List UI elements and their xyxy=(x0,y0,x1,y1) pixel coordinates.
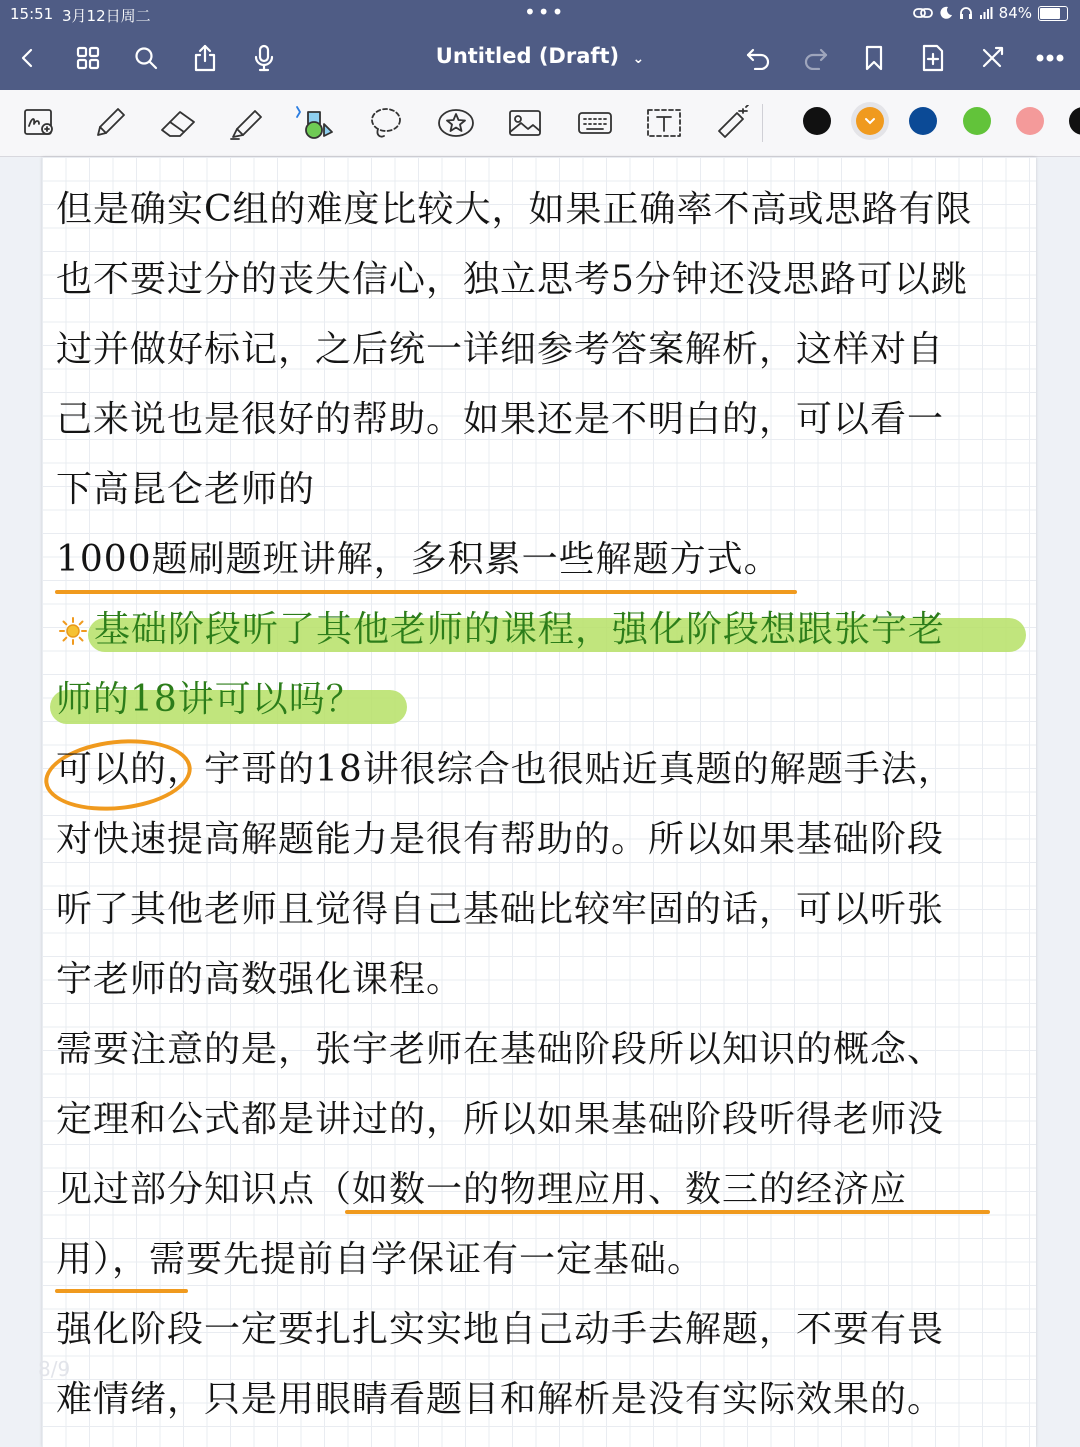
note-line: 听了其他老师且觉得自己基础比较牢固的话，可以听张 xyxy=(56,889,945,930)
status-date: 3月12日周二 xyxy=(62,7,151,25)
color-swatch-pink[interactable] xyxy=(1016,107,1044,135)
toolbar-divider xyxy=(762,104,763,142)
highlighter-tool-icon[interactable] xyxy=(224,102,268,144)
moon-icon xyxy=(939,6,953,20)
battery-icon xyxy=(1038,6,1068,21)
more-icon[interactable] xyxy=(1032,40,1068,76)
status-time: 15:51 xyxy=(10,5,54,23)
link-icon xyxy=(913,6,933,20)
battery-percent: 84% xyxy=(998,4,1032,22)
keyboard-tool-icon[interactable] xyxy=(573,102,617,144)
page-number-watermark: 8/9 xyxy=(38,1357,71,1381)
sun-icon xyxy=(58,616,88,646)
headphones-icon xyxy=(959,6,973,20)
note-line: 宇老师的高数强化课程。 xyxy=(56,959,464,1000)
note-line: 强化阶段一定要扎扎实实地自己动手去解题，不要有畏 xyxy=(56,1309,945,1350)
note-line: 过并做好标记，之后统一详细参考答案解析，这样对自 xyxy=(56,329,945,370)
note-line: 下高昆仑老师的 xyxy=(56,469,316,510)
eraser-tool-icon[interactable] xyxy=(156,102,200,144)
note-line: 定理和公式都是讲过的，所以如果基础阶段听得老师没 xyxy=(56,1099,945,1140)
note-line: 对快速提高解题能力是很有帮助的。所以如果基础阶段 xyxy=(56,819,945,860)
color-swatch-blue[interactable] xyxy=(909,107,937,135)
orange-underline xyxy=(55,590,797,594)
text-tool-icon[interactable] xyxy=(642,102,686,144)
color-swatch-black[interactable] xyxy=(803,107,831,135)
document-title-text: Untitled (Draft) xyxy=(435,44,620,68)
note-line: 用），需要先提前自学保证有一定基础。 xyxy=(56,1239,705,1280)
bookmark-icon[interactable] xyxy=(856,40,892,76)
status-right xyxy=(913,4,1068,22)
question-line: 师的18讲可以吗？ xyxy=(56,679,363,720)
note-line: 也不要过分的丧失信心，独立思考5分钟还没思路可以跳 xyxy=(56,259,968,300)
undo-icon[interactable] xyxy=(740,40,776,76)
color-swatch-green[interactable] xyxy=(963,107,991,135)
question-line: 基础阶段听了其他老师的课程，强化阶段想跟张宇老 xyxy=(94,609,946,650)
close-pen-icon[interactable] xyxy=(974,40,1010,76)
status-bar xyxy=(0,0,1080,28)
laser-pointer-icon[interactable] xyxy=(710,102,754,144)
lasso-tool-icon[interactable] xyxy=(364,102,408,144)
note-line: 见过部分知识点（如数一的物理应用、数三的经济应 xyxy=(56,1169,908,1210)
note-line: 可以的，宇哥的18讲很综合也很贴近真题的解题手法， xyxy=(56,749,955,790)
multitasking-dots-icon[interactable]: ••• xyxy=(524,0,566,24)
image-tool-icon[interactable] xyxy=(503,102,547,144)
redo-icon[interactable] xyxy=(798,40,834,76)
sticker-tool-icon[interactable] xyxy=(434,102,478,144)
chevron-down-icon: ⌄ xyxy=(632,51,645,67)
nav-bar xyxy=(0,28,1080,90)
note-line: 己来说也是很好的帮助。如果还是不明白的，可以看一 xyxy=(56,399,945,440)
color-swatch-orange[interactable] xyxy=(856,107,884,135)
add-page-icon[interactable] xyxy=(915,40,951,76)
note-line: 需要注意的是，张宇老师在基础阶段所以知识的概念、 xyxy=(56,1029,945,1070)
wifi-icon xyxy=(979,6,993,20)
handwriting-zoom-icon[interactable] xyxy=(18,102,62,144)
orange-underline xyxy=(55,1289,188,1293)
pen-tool-icon[interactable] xyxy=(88,102,132,144)
chevron-down-icon xyxy=(856,107,884,135)
note-line: 1000题刷题班讲解，多积累一些解题方式。 xyxy=(56,539,781,580)
note-line: 难情绪，只是用眼睛看题目和解析是没有实际效果的。 xyxy=(56,1379,945,1420)
shape-tool-icon[interactable] xyxy=(292,102,336,144)
note-line: 但是确实C组的难度比较大，如果正确率不高或思路有限 xyxy=(56,189,973,230)
